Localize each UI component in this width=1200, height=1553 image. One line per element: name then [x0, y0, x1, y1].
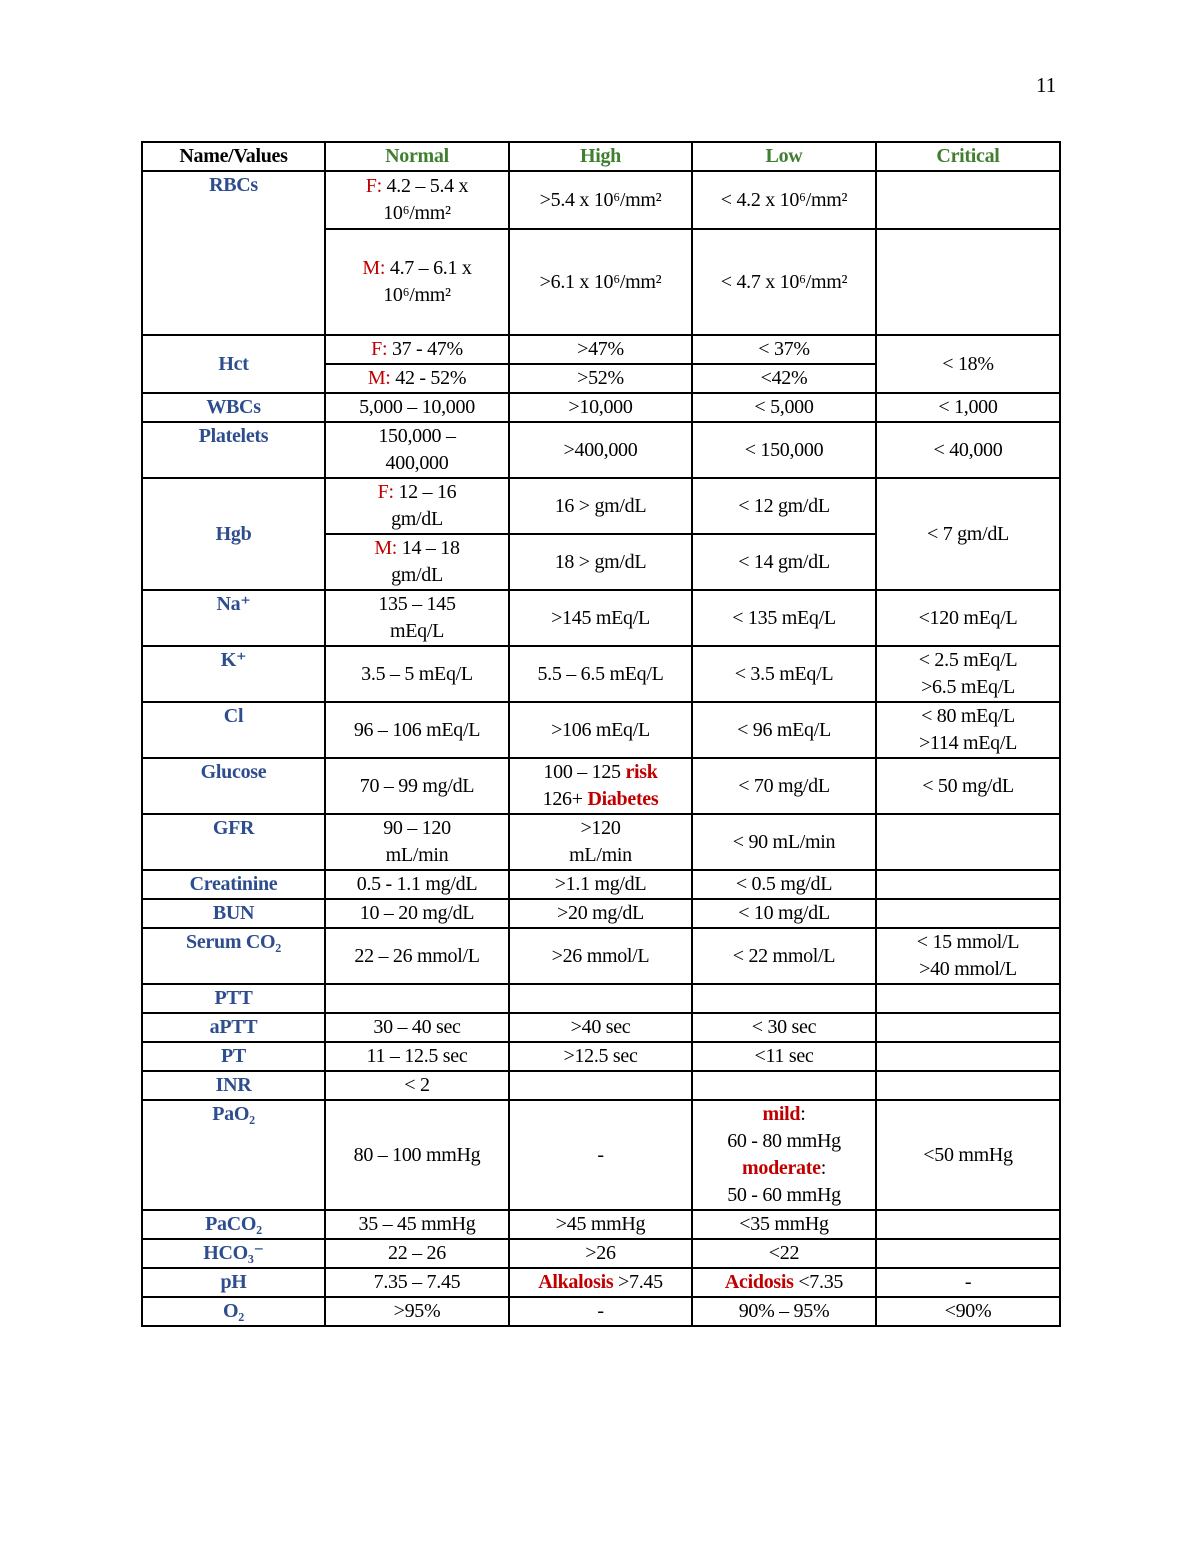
value-text: 10⁶/mm² — [383, 284, 451, 306]
hgb-male-low: < 14 gm/dL — [692, 534, 876, 590]
alkalosis-label: Alkalosis — [538, 1271, 614, 1293]
row-name-hct: Hct — [142, 335, 325, 393]
acidosis-label: Acidosis — [724, 1271, 794, 1293]
k-high: 5.5 – 6.5 mEq/L — [509, 646, 692, 702]
glucose-high — [509, 758, 692, 814]
table-row-creatinine — [142, 870, 1060, 899]
value-text: 126+ — [542, 788, 583, 810]
na-critical: <120 mEq/L — [876, 590, 1060, 646]
table-row-glucose — [142, 758, 1060, 814]
platelets-critical: < 40,000 — [876, 422, 1060, 478]
value-text: < 2.5 mEq/L — [918, 649, 1018, 671]
hct-male-low: <42% — [692, 364, 876, 393]
row-name-glucose: Glucose — [142, 758, 325, 814]
value-text: >40 mmol/L — [919, 958, 1017, 980]
ptt-low — [692, 984, 876, 1013]
value-text: 90 – 120 — [383, 817, 451, 839]
o2-normal: >95% — [325, 1297, 509, 1326]
row-name-pt: PT — [142, 1042, 325, 1071]
header-name-values: Name/Values — [142, 142, 325, 171]
bun-low: < 10 mg/dL — [692, 899, 876, 928]
hgb-female-low: < 12 gm/dL — [692, 478, 876, 534]
ph-normal: 7.35 – 7.45 — [325, 1268, 509, 1297]
pt-normal: 11 – 12.5 sec — [325, 1042, 509, 1071]
value-text: mL/min — [385, 844, 449, 866]
aptt-high: >40 sec — [509, 1013, 692, 1042]
co2-normal: 22 – 26 mmol/L — [325, 928, 509, 984]
mild-label: mild — [762, 1103, 801, 1125]
value-text: 4.7 – 6.1 x — [389, 257, 472, 279]
value-text: 42 - 52% — [395, 367, 467, 389]
row-name-k: K⁺ — [142, 646, 325, 702]
inr-high — [509, 1071, 692, 1100]
hco3-critical — [876, 1239, 1060, 1268]
value-text: 50 - 60 mmHg — [727, 1184, 841, 1206]
hct-male-high: >52% — [509, 364, 692, 393]
male-prefix: M: — [362, 257, 386, 279]
hgb-critical: < 7 gm/dL — [876, 478, 1060, 590]
row-name-platelets: Platelets — [142, 422, 325, 478]
ptt-normal — [325, 984, 509, 1013]
bun-normal: 10 – 20 mg/dL — [325, 899, 509, 928]
table-row-rbc-female — [142, 171, 1060, 229]
na-low: < 135 mEq/L — [692, 590, 876, 646]
diabetes-label: Diabetes — [587, 788, 659, 810]
paco2-low: <35 mmHg — [692, 1210, 876, 1239]
cl-low: < 96 mEq/L — [692, 702, 876, 758]
inr-critical — [876, 1071, 1060, 1100]
table-row-k — [142, 646, 1060, 702]
hct-female-high: >47% — [509, 335, 692, 364]
gfr-low: < 90 mL/min — [692, 814, 876, 870]
wbc-critical: < 1,000 — [876, 393, 1060, 422]
row-name-bun: BUN — [142, 899, 325, 928]
header-critical: Critical — [876, 142, 1060, 171]
bun-critical — [876, 899, 1060, 928]
rbc-male-normal — [325, 229, 509, 335]
gfr-high — [509, 814, 692, 870]
row-name-hco3: HCO₃⁻ — [142, 1239, 325, 1268]
hco3-high: >26 — [509, 1239, 692, 1268]
glucose-normal: 70 – 99 mg/dL — [325, 758, 509, 814]
k-critical — [876, 646, 1060, 702]
creatinine-critical — [876, 870, 1060, 899]
female-prefix: F: — [365, 175, 382, 197]
table-row-ph — [142, 1268, 1060, 1297]
pao2-low: mild: 60 - 80 mmHg moderate: 50 - 60 mmHg — [692, 1100, 876, 1210]
hgb-male-high: 18 > gm/dL — [509, 534, 692, 590]
hct-male-normal — [325, 364, 509, 393]
table-row-hgb-female — [142, 478, 1060, 534]
ptt-critical — [876, 984, 1060, 1013]
row-name-paco2: PaCO₂ — [142, 1210, 325, 1239]
wbc-normal: 5,000 – 10,000 — [325, 393, 509, 422]
row-name-ptt: PTT — [142, 984, 325, 1013]
table-row-o2 — [142, 1297, 1060, 1326]
value-text: mL/min — [569, 844, 632, 866]
hct-female-normal — [325, 335, 509, 364]
aptt-critical — [876, 1013, 1060, 1042]
o2-critical: <90% — [876, 1297, 1060, 1326]
o2-high: - — [509, 1297, 692, 1326]
value-text: 12 – 16 — [398, 481, 457, 503]
aptt-normal: 30 – 40 sec — [325, 1013, 509, 1042]
row-name-o2: O₂ — [142, 1297, 325, 1326]
value-text: gm/dL — [391, 564, 443, 586]
value-text: 100 – 125 — [543, 761, 621, 783]
hco3-normal: 22 – 26 — [325, 1239, 509, 1268]
pao2-high: - — [509, 1100, 692, 1210]
hgb-male-normal — [325, 534, 509, 590]
value-text: 14 – 18 — [401, 537, 460, 559]
creatinine-high: >1.1 mg/dL — [509, 870, 692, 899]
value-text: 37 - 47% — [391, 338, 463, 360]
value-text: 135 – 145 — [378, 593, 456, 615]
value-text: < 15 mmol/L — [916, 931, 1020, 953]
row-name-na: Na⁺ — [142, 590, 325, 646]
gfr-critical — [876, 814, 1060, 870]
table-row-hco3 — [142, 1239, 1060, 1268]
pt-high: >12.5 sec — [509, 1042, 692, 1071]
value-text: >6.5 mEq/L — [921, 676, 1015, 698]
table-row-cl — [142, 702, 1060, 758]
row-name-cl: Cl — [142, 702, 325, 758]
row-name-rbc: RBCs — [142, 171, 325, 335]
k-normal: 3.5 – 5 mEq/L — [325, 646, 509, 702]
hct-female-low: < 37% — [692, 335, 876, 364]
cl-critical — [876, 702, 1060, 758]
header-high: High — [509, 142, 692, 171]
table-row-paco2 — [142, 1210, 1060, 1239]
row-name-pao2: PaO₂ — [142, 1100, 325, 1210]
co2-low: < 22 mmol/L — [692, 928, 876, 984]
o2-low: 90% – 95% — [692, 1297, 876, 1326]
ph-high — [509, 1268, 692, 1297]
rbc-female-high: >5.4 x 10⁶/mm² — [509, 171, 692, 229]
row-name-gfr: GFR — [142, 814, 325, 870]
pt-critical — [876, 1042, 1060, 1071]
na-high: >145 mEq/L — [509, 590, 692, 646]
value-text: >7.45 — [618, 1271, 663, 1293]
female-prefix: F: — [371, 338, 388, 360]
cl-high: >106 mEq/L — [509, 702, 692, 758]
na-normal — [325, 590, 509, 646]
risk-label: risk — [625, 761, 658, 783]
row-name-co2: Serum CO₂ — [142, 928, 325, 984]
value-text: 10⁶/mm² — [383, 202, 451, 224]
platelets-normal — [325, 422, 509, 478]
value-text: 400,000 — [385, 452, 449, 474]
creatinine-normal: 0.5 - 1.1 mg/dL — [325, 870, 509, 899]
row-name-ph: pH — [142, 1268, 325, 1297]
hct-critical: < 18% — [876, 335, 1060, 393]
value-text: < 80 mEq/L — [921, 705, 1015, 727]
row-name-creatinine: Creatinine — [142, 870, 325, 899]
value-text: 150,000 – — [378, 425, 456, 447]
row-name-inr: INR — [142, 1071, 325, 1100]
table-row-aptt — [142, 1013, 1060, 1042]
hgb-female-high: 16 > gm/dL — [509, 478, 692, 534]
value-text: >120 — [580, 817, 621, 839]
cl-normal: 96 – 106 mEq/L — [325, 702, 509, 758]
co2-critical — [876, 928, 1060, 984]
creatinine-low: < 0.5 mg/dL — [692, 870, 876, 899]
pao2-normal: 80 – 100 mmHg — [325, 1100, 509, 1210]
paco2-normal: 35 – 45 mmHg — [325, 1210, 509, 1239]
header-row — [142, 142, 1060, 171]
wbc-low: < 5,000 — [692, 393, 876, 422]
rbc-male-high: >6.1 x 10⁶/mm² — [509, 229, 692, 335]
page-number: 11 — [1036, 73, 1057, 97]
rbc-female-low: < 4.2 x 10⁶/mm² — [692, 171, 876, 229]
paco2-high: >45 mmHg — [509, 1210, 692, 1239]
ph-critical: - — [876, 1268, 1060, 1297]
lab-values-table — [141, 141, 1061, 1327]
table-row-hct-female — [142, 335, 1060, 364]
platelets-low: < 150,000 — [692, 422, 876, 478]
value-text: >114 mEq/L — [918, 732, 1018, 754]
table-row-pt — [142, 1042, 1060, 1071]
table-row-na — [142, 590, 1060, 646]
co2-high: >26 mmol/L — [509, 928, 692, 984]
table-row-bun — [142, 899, 1060, 928]
rbc-male-low: < 4.7 x 10⁶/mm² — [692, 229, 876, 335]
rbc-female-critical — [876, 171, 1060, 229]
ptt-high — [509, 984, 692, 1013]
row-name-wbc: WBCs — [142, 393, 325, 422]
female-prefix: F: — [377, 481, 394, 503]
table-row-wbc — [142, 393, 1060, 422]
row-name-hgb: Hgb — [142, 478, 325, 590]
male-prefix: M: — [367, 367, 391, 389]
row-name-aptt: aPTT — [142, 1013, 325, 1042]
table-row-co2 — [142, 928, 1060, 984]
male-prefix: M: — [374, 537, 398, 559]
table-row-inr — [142, 1071, 1060, 1100]
platelets-high: >400,000 — [509, 422, 692, 478]
paco2-critical — [876, 1210, 1060, 1239]
glucose-low: < 70 mg/dL — [692, 758, 876, 814]
k-low: < 3.5 mEq/L — [692, 646, 876, 702]
value-text: 60 - 80 mmHg — [727, 1130, 841, 1152]
inr-normal: < 2 — [325, 1071, 509, 1100]
bun-high: >20 mg/dL — [509, 899, 692, 928]
pt-low: <11 sec — [692, 1042, 876, 1071]
glucose-critical: < 50 mg/dL — [876, 758, 1060, 814]
value-text: gm/dL — [391, 508, 443, 530]
table-row-gfr — [142, 814, 1060, 870]
header-low: Low — [692, 142, 876, 171]
header-normal: Normal — [325, 142, 509, 171]
table-row-ptt — [142, 984, 1060, 1013]
table-row-platelets — [142, 422, 1060, 478]
value-text: 4.2 – 5.4 x — [386, 175, 469, 197]
aptt-low: < 30 sec — [692, 1013, 876, 1042]
wbc-high: >10,000 — [509, 393, 692, 422]
gfr-normal — [325, 814, 509, 870]
ph-low — [692, 1268, 876, 1297]
value-text: <7.35 — [798, 1271, 844, 1293]
hco3-low: <22 — [692, 1239, 876, 1268]
rbc-male-critical — [876, 229, 1060, 335]
value-text: mEq/L — [389, 620, 445, 642]
hgb-female-normal — [325, 478, 509, 534]
rbc-female-normal — [325, 171, 509, 229]
moderate-label: moderate — [742, 1157, 821, 1179]
pao2-critical: <50 mmHg — [876, 1100, 1060, 1210]
table-row-pao2 — [142, 1100, 1060, 1210]
inr-low — [692, 1071, 876, 1100]
